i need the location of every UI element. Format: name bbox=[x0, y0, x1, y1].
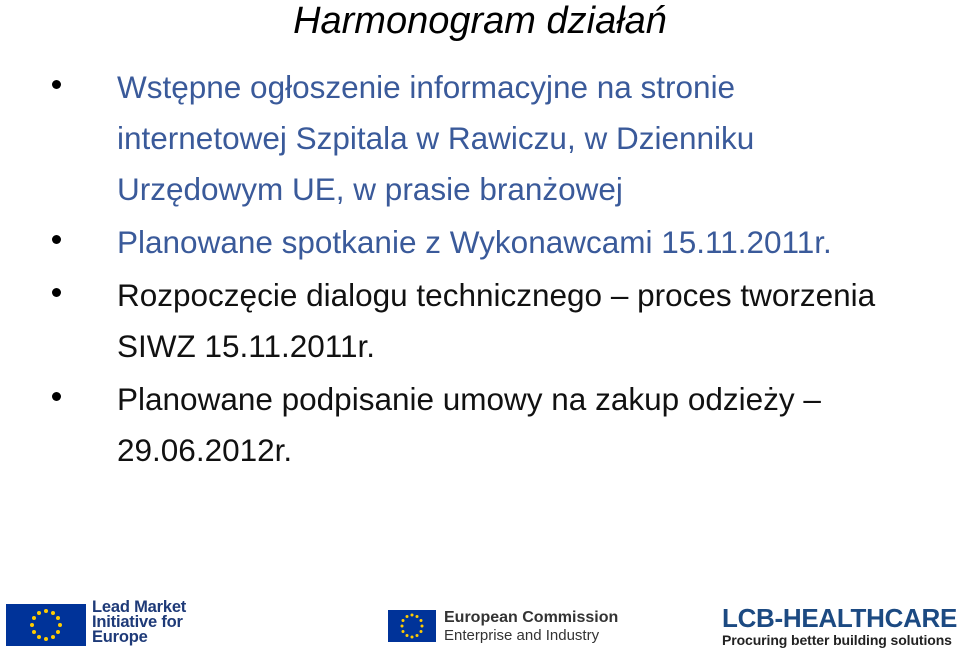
list-item-text: Planowane spotkanie z Wykonawcami 15.11.2011r. bbox=[117, 224, 832, 260]
lmi-line-2: Initiative for bbox=[92, 613, 183, 631]
ec-directorate: Enterprise and Industry bbox=[444, 627, 600, 644]
lcb-title: LCB-HEALTHCARE bbox=[722, 603, 958, 633]
lmi-line-3: Europe bbox=[92, 628, 148, 646]
lmi-line-1: Lead Market bbox=[92, 598, 187, 616]
bullet-icon bbox=[52, 288, 61, 297]
list-item bbox=[0, 62, 897, 215]
list-item bbox=[0, 374, 897, 476]
list-item bbox=[0, 217, 897, 268]
list-item bbox=[0, 270, 897, 372]
lcb-healthcare-logo bbox=[722, 604, 958, 650]
list-item-text: Planowane podpisanie umowy na zakup odzieży – 29.06.2012r. bbox=[117, 381, 821, 468]
schedule-list bbox=[0, 62, 960, 478]
european-commission-text bbox=[444, 609, 618, 644]
list-item-text: Rozpoczęcie dialogu technicznego – proces tworzenia SIWZ 15.11.2011r. bbox=[117, 277, 876, 364]
bullet-icon bbox=[52, 392, 61, 401]
footer-logos bbox=[0, 592, 960, 652]
eu-flag-icon bbox=[388, 610, 436, 642]
lead-market-initiative-text bbox=[92, 600, 186, 645]
bullet-icon bbox=[52, 235, 61, 244]
list-item-text: Wstępne ogłoszenie informacyjne na stronie internetowej Szpitala w Rawiczu, w Dzienniku Urzędowym UE, w prasie branżowej bbox=[117, 69, 755, 207]
lead-market-initiative-logo bbox=[6, 600, 216, 648]
ec-name: European Commission bbox=[444, 609, 619, 626]
bullet-icon bbox=[52, 80, 61, 89]
lcb-subtitle: Procuring better building solutions bbox=[722, 632, 952, 648]
eu-flag-icon bbox=[6, 604, 86, 646]
page-title: Harmonogram działań bbox=[293, 0, 667, 42]
european-commission-logo bbox=[388, 606, 628, 646]
